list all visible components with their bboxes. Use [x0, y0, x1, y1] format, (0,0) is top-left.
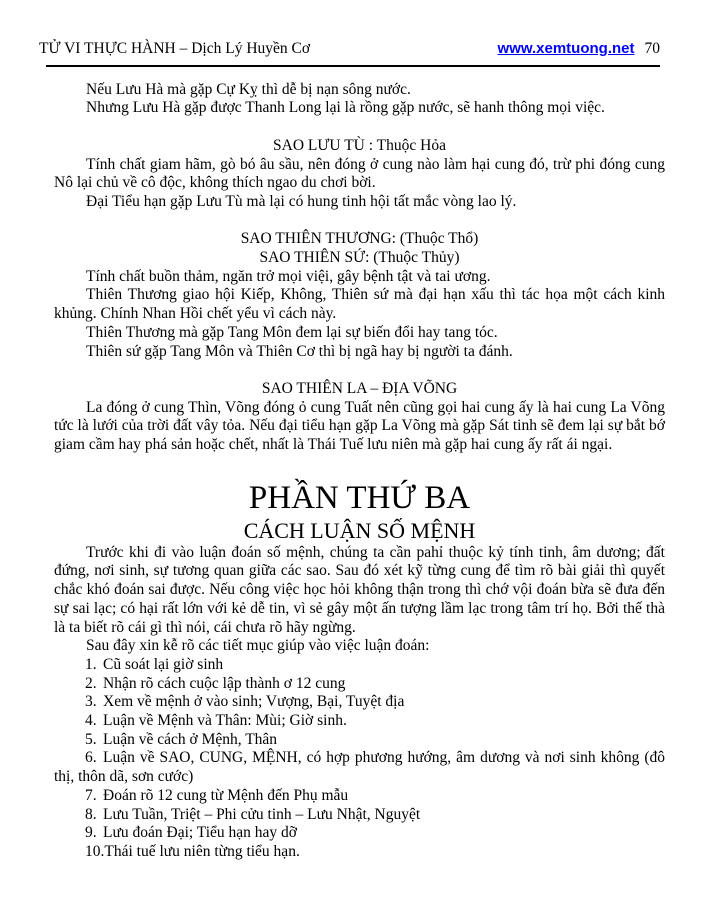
list-item-number: 7. [85, 786, 97, 804]
section-heading-thien-su: SAO THIÊN SỨ: (Thuộc Thủy) [259, 249, 460, 266]
list-item [54, 675, 665, 694]
list-item-text: Nhận rõ cách cuộc lập thành ơ 12 cung [103, 674, 346, 692]
list-item-number: 1. [85, 655, 97, 673]
list-item-number: 10. [85, 842, 105, 860]
list-item-text: Cũ soát lại giờ sinh [103, 655, 224, 673]
list-item [54, 693, 665, 712]
list-item-number: 6. [85, 749, 97, 767]
list-item-number: 9. [85, 824, 97, 842]
list-item-text: Luận về cách ở Mệnh, Thân [103, 730, 278, 748]
document-title: TỬ VI THỰC HÀNH – Dịch Lý Huyền Cơ [39, 40, 311, 57]
website-link[interactable]: www.xemtuong.net [497, 40, 635, 57]
page-number: 70 [644, 40, 660, 57]
paragraph-thien-thuong-1: Tính chất buồn thảm, ngăn trở mọi việi, gây bệnh tật và tai ương. [86, 267, 491, 285]
list-item-text: Xem về mệnh ở vào sinh; Vượng, Bại, Tuyệt địa [103, 693, 405, 711]
section-heading-thien-thuong: SAO THIÊN THƯƠNG: (Thuộc Thổ) [240, 230, 479, 248]
paragraph-luu-tu-1: Tính chất giam hãm, gò bó âu sầu, nên đóng ở cung nào làm hại cung đó, trừ phi đóng cung Nô lại chủ về cô độc, không thích ngao du chơi bời. [54, 155, 665, 192]
list-item [54, 843, 665, 862]
list-item [54, 806, 665, 825]
list-item [54, 731, 665, 750]
paragraph-part-intro: Trước khi đi vào luận đoán số mệnh, chúng ta cần pahỉ thuộc kỷ tính tinh, âm dương; đất đứng, nơi sinh, sự tương quan giữa các sao. Sau đó xét kỹ từng cung để tìm rõ bài giải thì quyết chắc khó đoán sai được. Nếu công việc học hỏi không thận trong thì chớ vội đoán bừa sẽ đưa đến sự sai lạc; có hại rất lớn với kẻ dễ tin, vì sẻ gây một ấn tượng lầm lạc trong tâm trí họ. Bởi thế thà là ta biết rõ cái gì thì nói, cái chưa rõ hãy ngừng. [54, 543, 665, 636]
part-title: PHẦN THỨ BA [248, 479, 471, 516]
paragraph-luuha-1: Nếu Lưu Hà mà gặp Cự Kỵ thì dễ bị nạn sông nước. [86, 80, 411, 98]
list-item-text: Luận về Mệnh và Thân: Mùi; Giờ sinh. [103, 712, 347, 730]
list-item-number: 4. [85, 712, 97, 730]
paragraph-thien-thuong-3: Thiên Thương mà gặp Tang Môn đem lại sự biến đổi hay tang tóc. [86, 323, 498, 341]
list-item-text: Lưu đoán Đại; Tiểu hạn hay dỡ [103, 824, 297, 842]
list-item [54, 656, 665, 675]
header-divider [46, 65, 660, 67]
list-item-number: 2. [85, 674, 97, 692]
section-heading-thien-la: SAO THIÊN LA – ĐỊA VÕNG [261, 379, 458, 397]
page-header [39, 40, 660, 59]
paragraph-luu-tu-2: Đại Tiểu hạn gặp Lưu Tù mà lại có hung tinh hội tất mắc vòng lao lý. [86, 192, 517, 210]
list-item-text: Thái tuế lưu niên từng tiểu hạn. [104, 842, 300, 860]
header-right-group [498, 40, 660, 59]
paragraph-thien-thuong-4: Thiên sứ gặp Tang Môn và Thiên Cơ thì bị ngã hay bị người ta đánh. [86, 342, 513, 360]
paragraph-thien-la-1: La đóng ở cung Thìn, Võng đóng ỏ cung Tuất nên cũng gọi hai cung ấy là hai cung La Võng tức là lưới của trời đất vây tỏa. Nếu đại tiểu hạn gặp La Võng mà gặp Sát tinh sẽ đem lại sự bắt bớ giam cầm hay phá sản hoặc chết, nhất là Thái Tuế lưu niên mà gặp hai cung ấy rất ái ngại. [54, 398, 665, 454]
paragraph-thien-thuong-2: Thiên Thương giao hội Kiếp, Không, Thiên sứ mà đại hạn xấu thì tác họa một cách kinh khủng. Chính Nhan Hồi chết yểu vì cách này. [54, 286, 665, 323]
paragraph-list-intro: Sau đây xin kễ rõ các tiết mục giúp vào việc luận đoán: [86, 637, 430, 655]
section-heading-luu-tu: SAO LƯU TÙ : Thuộc Hỏa [273, 136, 446, 154]
list-item-number: 8. [85, 805, 97, 823]
list-item [54, 787, 665, 806]
list-item-text: Đoán rõ 12 cung từ Mệnh đến Phụ mẫu [103, 786, 349, 804]
list-item [54, 712, 665, 731]
list-item [54, 824, 665, 843]
part-subtitle: CÁCH LUẬN SỐ MỆNH [243, 517, 476, 543]
list-item [54, 749, 665, 786]
page-content [54, 81, 665, 862]
list-item-number: 3. [85, 693, 97, 711]
paragraph-luuha-2: Nhưng Lưu Hà gặp được Thanh Long lại là rồng gặp nước, sẽ hanh thông mọi việc. [86, 99, 605, 117]
list-item-text: Luận về SAO, CUNG, MỆNH, có hợp phương hướng, âm dương và nơi sinh không (đô thị, thôn dã, sơn cước) [54, 749, 665, 786]
list-item-text: Lưu Tuần, Triệt – Phi cửu tinh – Lưu Nhật, Nguyệt [103, 805, 421, 823]
list-item-number: 5. [85, 730, 97, 748]
